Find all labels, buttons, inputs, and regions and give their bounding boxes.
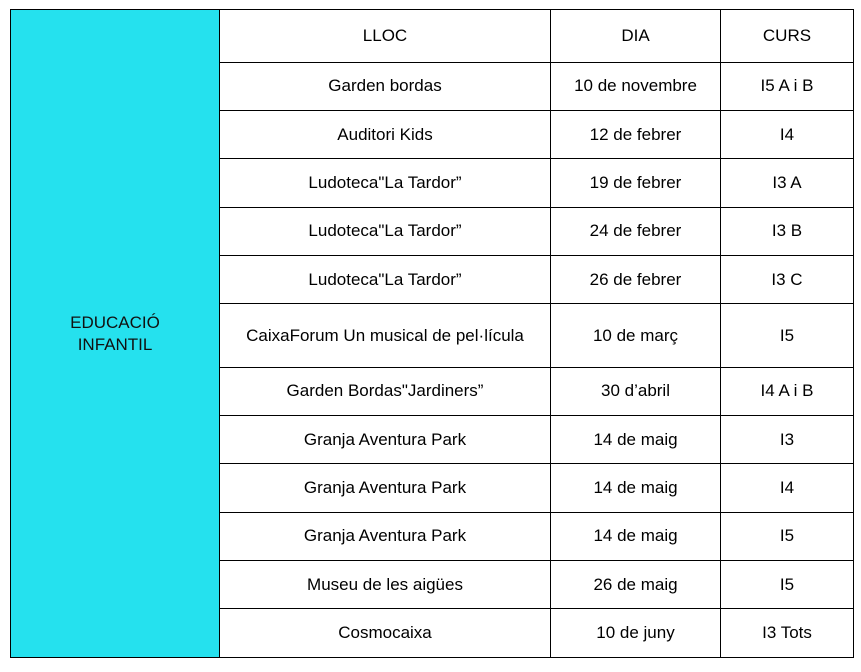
cell-place: Cosmocaixa xyxy=(220,609,551,658)
cell-place: Auditori Kids xyxy=(220,111,551,159)
cell-course: I5 xyxy=(721,304,854,367)
cell-place: Museu de les aigües xyxy=(220,561,551,609)
cell-place: Granja Aventura Park xyxy=(220,416,551,464)
cell-day: 14 de maig xyxy=(551,512,721,560)
cell-place: Ludoteca"La Tardor” xyxy=(220,207,551,255)
header-row xyxy=(11,10,854,63)
cell-day: 30 d’abril xyxy=(551,367,721,415)
cell-day: 14 de maig xyxy=(551,464,721,512)
header-place: LLOC xyxy=(220,10,551,63)
cell-course: I4 A i B xyxy=(721,367,854,415)
excursions-table xyxy=(10,9,854,658)
cell-course: I3 A xyxy=(721,159,854,207)
side-label-line1: EDUCACIÓ xyxy=(70,312,160,332)
cell-place: Ludoteca"La Tardor” xyxy=(220,159,551,207)
cell-course: I3 xyxy=(721,416,854,464)
cell-day: 24 de febrer xyxy=(551,207,721,255)
cell-course: I4 xyxy=(721,464,854,512)
cell-course: I3 B xyxy=(721,207,854,255)
cell-day: 10 de juny xyxy=(551,609,721,658)
cell-day: 14 de maig xyxy=(551,416,721,464)
cell-course: I5 xyxy=(721,561,854,609)
cell-day: 12 de febrer xyxy=(551,111,721,159)
cell-course: I4 xyxy=(721,111,854,159)
cell-day: 10 de març xyxy=(551,304,721,367)
header-day: DIA xyxy=(551,10,721,63)
cell-place: Garden Bordas"Jardiners” xyxy=(220,367,551,415)
cell-day: 19 de febrer xyxy=(551,159,721,207)
cell-course: I5 xyxy=(721,512,854,560)
side-label xyxy=(11,10,220,658)
cell-course: I3 C xyxy=(721,256,854,304)
side-label-line2: INFANTIL xyxy=(77,334,153,354)
cell-place: Granja Aventura Park xyxy=(220,464,551,512)
cell-course: I5 A i B xyxy=(721,62,854,110)
cell-place: Ludoteca"La Tardor” xyxy=(220,256,551,304)
header-course: CURS xyxy=(721,10,854,63)
cell-day: 26 de febrer xyxy=(551,256,721,304)
cell-day: 10 de novembre xyxy=(551,62,721,110)
cell-place: Granja Aventura Park xyxy=(220,512,551,560)
cell-place: CaixaForum Un musical de pel·lícula xyxy=(220,304,551,367)
cell-course: I3 Tots xyxy=(721,609,854,658)
cell-place: Garden bordas xyxy=(220,62,551,110)
cell-day: 26 de maig xyxy=(551,561,721,609)
